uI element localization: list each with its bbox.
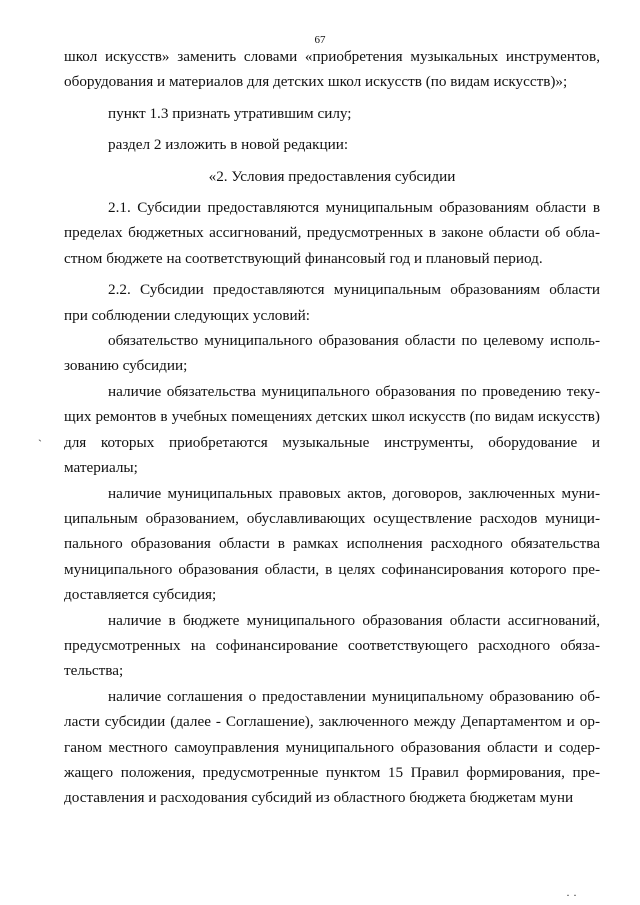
paragraph-2-1: 2.1. Субсидии предоставляются муниципальным образованиям области в пределах бюджетных ассигнований, предусмотренных в законе области об областном бюджете на соответствующий финансовый год и плановый период. [64,199,600,267]
page-number: 67 [314,34,326,46]
paragraph-2-2: 2.2. Субсидии предоставляются муниципальным образованиям области при соблюдении следующих условий: [64,281,600,324]
paragraph-1: школ искусств» заменить словами «приобретения музыкальных инструментов, оборудования и материалов для детских школ искусств (по видам искусств)»; [64,48,600,91]
condition-4: наличие в бюджете муниципального образования области ассигнований, предусмотренных на софинансирование соответствующего расходного обязательства; [64,611,600,680]
condition-1: обязательство муниципального образования области по целевому использованию субсидии; [64,332,600,375]
condition-2: наличие обязательства муниципального образования по проведению текущих ремонтов в учебных помещениях детских школ искусств (по видам искусств) для которых приобретаются музыкальные инструменты, оборудование и материалы; [64,382,600,477]
condition-3: наличие муниципальных правовых актов, договоров, заключенных муниципальным образованием, обуславливающих осуществление расходов муниципального образования области в рамках исполнения расходного обязательства муниципального образования области, в целях софинансирования которого предоставляется субсидия; [64,484,600,604]
section-heading: «2. Условия предоставления субсидии [208,167,456,185]
condition-5: наличие соглашения о предоставлении муниципальному образованию области субсидии (далее - Соглашение), заключенного между Департаментом и органом местного самоуправления муниципального образования области и содержащего положения, предусмотренные пунктом 15 Правил формирования, предоставления и расходования субсидий из областного бюджета бюджетам муни [64,687,600,807]
scan-dots: · · [566,888,577,902]
document-body [64,44,600,811]
paragraph-3: раздел 2 изложить в новой редакции: [108,136,349,154]
paragraph-2: пункт 1.3 признать утратившим силу; [108,104,352,122]
margin-tick-mark: ˏ [38,428,42,442]
